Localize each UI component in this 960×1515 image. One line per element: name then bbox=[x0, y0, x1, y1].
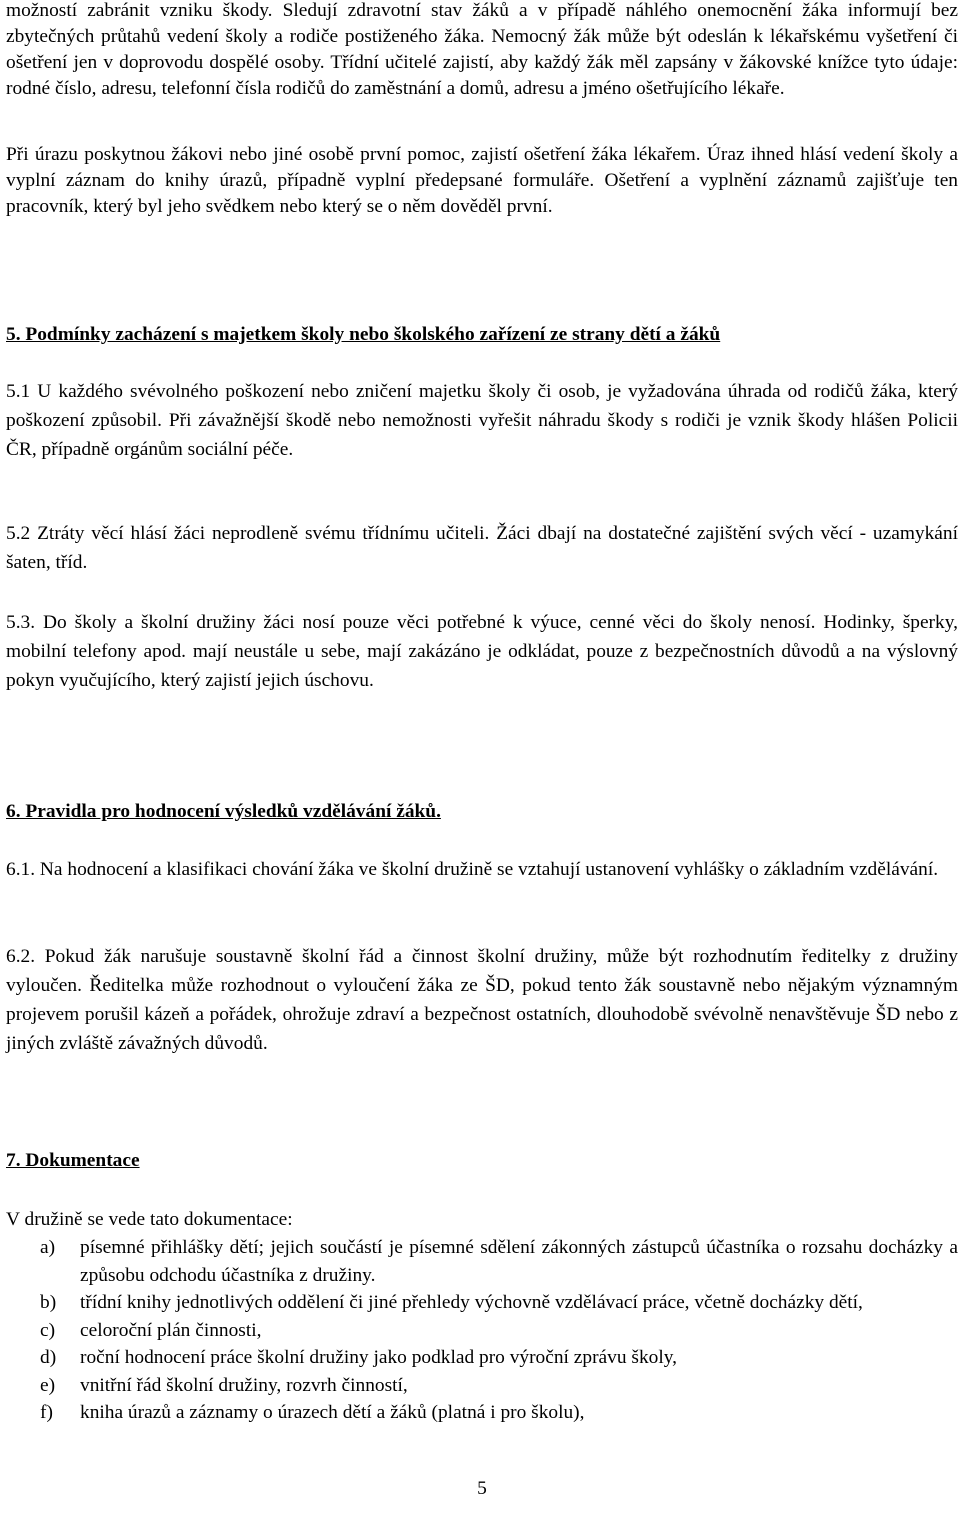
list-item-marker: e) bbox=[40, 1374, 56, 1396]
list-item bbox=[6, 1234, 958, 1289]
section-7-intro: V družině se vede tato dokumentace: bbox=[6, 1209, 293, 1230]
section-7-heading: 7. Dokumentace bbox=[6, 1150, 140, 1171]
list-item-marker: a) bbox=[40, 1237, 56, 1258]
page-number: 5 bbox=[477, 1478, 487, 1499]
list-item-marker: c) bbox=[40, 1319, 56, 1341]
section-6-heading: 6. Pravidla pro hodnocení výsledků vzdělávání žáků. bbox=[6, 801, 441, 822]
list-item bbox=[6, 1344, 958, 1372]
documentation-list bbox=[6, 1234, 958, 1427]
list-item bbox=[6, 1289, 958, 1317]
list-item-text: celoroční plán činnosti, bbox=[80, 1319, 262, 1341]
list-item-text: vnitřní řád školní družiny, rozvrh činností, bbox=[80, 1374, 408, 1396]
section-5-1-paragraph: 5.1 U každého svévolného poškození nebo zničení majetku školy či osob, je vyžadována úhrada od rodičů žáka, který poškození způsobil. Při závažnější škodě nebo nemožnosti vyřešit náhradu škody s rodiči je vznik škody hlášen Policii ČR, případně orgánům sociální péče. bbox=[6, 381, 958, 460]
list-item-marker: b) bbox=[40, 1292, 57, 1313]
section-5-heading: 5. Podmínky zacházení s majetkem školy nebo školského zařízení ze strany dětí a žáků bbox=[6, 324, 721, 345]
section-5-2-paragraph: 5.2 Ztráty věcí hlásí žáci neprodleně svému třídnímu učiteli. Žáci dbají na dostatečné zajištění svých věcí - uzamykání šaten, tříd. bbox=[6, 523, 958, 573]
section-5-3-paragraph: 5.3. Do školy a školní družiny žáci nosí pouze věci potřebné k výuce, cenné věci do školy nenosí. Hodinky, šperky, mobilní telefony apod. mají neustále u sebe, mají zakázáno je odkládat, pouze z bezpečnostních důvodů a na výslovný pokyn vyučujícího, který zajistí jejich úschovu. bbox=[6, 612, 958, 691]
intro-paragraph-1: možností zabránit vzniku škody. Sledují zdravotní stav žáků a v případě náhlého onemocnění žáka informují bez zbytečných průtahů vedení školy a rodiče postiženého žáka. Nemocný žák může být odeslán k lékařskému vyšetření či ošetření jen v doprovodu dospělé osoby. Třídní učitelé zajistí, aby každý žák měl zapsány v žákovské knížce tyto údaje: rodné číslo, adresu, telefonní čísla rodičů do zaměstnání a domů, adresu a jméno ošetřujícího lékaře. bbox=[6, 0, 958, 99]
list-item-text: roční hodnocení práce školní družiny jako podklad pro výroční zprávu školy, bbox=[80, 1347, 677, 1368]
list-item-marker: d) bbox=[40, 1347, 57, 1368]
section-6-1-paragraph: 6.1. Na hodnocení a klasifikaci chování žáka ve školní družině se vztahují ustanovení vyhlášky o základním vzdělávání. bbox=[6, 859, 939, 880]
list-item-text: třídní knihy jednotlivých oddělení či jiné přehledy výchovně vzdělávací práce, včetně docházky dětí, bbox=[80, 1292, 863, 1313]
intro-paragraph-2: Při úrazu poskytnou žákovi nebo jiné osobě první pomoc, zajistí ošetření žáka lékařem. Úraz ihned hlásí vedení školy a vyplní záznam do knihy úrazů, případně vyplní předepsané formuláře. Ošetření a vyplnění záznamů zajišťuje ten pracovník, který byl jeho svědkem nebo který se o něm dověděl první. bbox=[6, 144, 958, 217]
section-6-2-paragraph: 6.2. Pokud žák narušuje soustavně školní řád a činnost školní družiny, může být rozhodnutím ředitelky z družiny vyloučen. Ředitelka může rozhodnout o vyloučení žáka ze ŠD, pokud tento žák soustavně nebo nějakým významným projevem porušil kázeň a pořádek, ohrožuje zdraví a bezpečnost ostatních, dlouhodobě svévolně nenavštěvuje ŠD nebo z jiných zvláště závažných důvodů. bbox=[6, 946, 958, 1054]
list-item bbox=[6, 1399, 958, 1427]
document-page bbox=[6, 0, 958, 1515]
list-item bbox=[6, 1317, 958, 1345]
list-item-text: písemné přihlášky dětí; jejich součástí je písemné sdělení zákonných zástupců účastníka o rozsahu docházky a způsobu odchodu účastníka z družiny. bbox=[80, 1237, 958, 1286]
list-item bbox=[6, 1372, 958, 1400]
list-item-marker: f) bbox=[40, 1402, 53, 1423]
list-item-text: kniha úrazů a záznamy o úrazech dětí a žáků (platná i pro školu), bbox=[80, 1402, 585, 1423]
